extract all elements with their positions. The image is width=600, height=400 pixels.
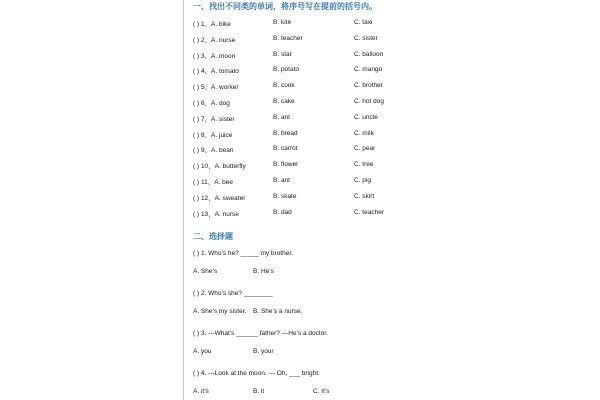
option-b: B. star (273, 50, 292, 58)
answer-option-a: A. She’s my sister. (193, 308, 247, 315)
option-b: B. kite (273, 19, 292, 26)
option-c: C. sister (354, 34, 378, 42)
option-a: ( ) 13、A. nurse (193, 210, 239, 218)
option-b: B. cake (273, 98, 295, 105)
option-c: C. skirt (354, 192, 375, 200)
answer-option-b: B. She’s a nurse. (253, 308, 303, 315)
option-b: B. carrot (273, 145, 298, 153)
option-c: C. brother (354, 82, 383, 90)
option-c: C. milk (354, 129, 374, 137)
option-c: C. pear (354, 145, 376, 153)
option-c: C. uncle (354, 113, 378, 121)
answer-option-b: B. your (253, 348, 274, 355)
option-b: B. potato (273, 66, 300, 74)
option-b: B. dad (273, 208, 292, 216)
question-text: ( ) 3. ---What’s ______ father? ---He’s a doctor. (193, 330, 328, 337)
option-a: ( ) 8、A. juice (193, 131, 233, 139)
option-c: C. taxi (354, 19, 373, 26)
option-c: C. pig (354, 177, 371, 184)
option-b: B. ant (273, 177, 290, 184)
option-a: ( ) 7、A. sister (193, 115, 235, 123)
question-text: ( ) 2. Who’s she? ________ (193, 290, 273, 297)
option-a: ( ) 9、A. bean (193, 147, 234, 155)
option-b: B. teacher (273, 34, 303, 42)
answer-option-a: A. you (193, 348, 212, 355)
answer-option-a: A. She’s (193, 268, 218, 275)
option-b: B. ant (273, 113, 290, 121)
option-a: ( ) 12、A. sweater (193, 194, 246, 202)
option-c: C. balloon (354, 50, 384, 58)
option-a: ( ) 1、A. bike (193, 21, 231, 28)
section1-title: 一、找出不同类的单词，将序号写在提前的括号内。 (193, 2, 377, 11)
option-a: ( ) 2、A. nurse (193, 36, 236, 44)
answer-option-b: B. it (253, 388, 265, 395)
option-c: C. tree (354, 161, 374, 169)
option-a: ( ) 6、A. dog (193, 100, 230, 107)
question-text: ( ) 4. ---Look at the moon. --- Oh, ___ bright. (193, 370, 320, 377)
answer-option-b: B. He’s (253, 268, 274, 275)
question-text: ( ) 1. Who’s he? _____ my brother. (193, 250, 293, 257)
answer-option-a: A. it’s (193, 388, 209, 395)
option-c: C. teacher (354, 208, 384, 216)
option-c: C. mango (354, 66, 383, 74)
section2-title: 二、选择题 (193, 232, 233, 241)
option-a: ( ) 4、A. tomato (193, 68, 239, 76)
option-a: ( ) 10、A. butterfly (193, 163, 246, 171)
answer-option-c: C. It’s (313, 388, 330, 395)
option-c: C. hot dog (354, 98, 384, 105)
option-a: ( ) 3、A. moon (193, 52, 236, 60)
option-a: ( ) 5、A. worker (193, 84, 239, 92)
option-b: B. cook (273, 82, 295, 90)
option-b: B. skate (273, 192, 297, 200)
option-b: B. flower (273, 161, 299, 169)
option-a: ( ) 11、A. bee (193, 179, 233, 186)
option-b: B. bread (273, 129, 298, 137)
page-left-border (183, 0, 184, 400)
